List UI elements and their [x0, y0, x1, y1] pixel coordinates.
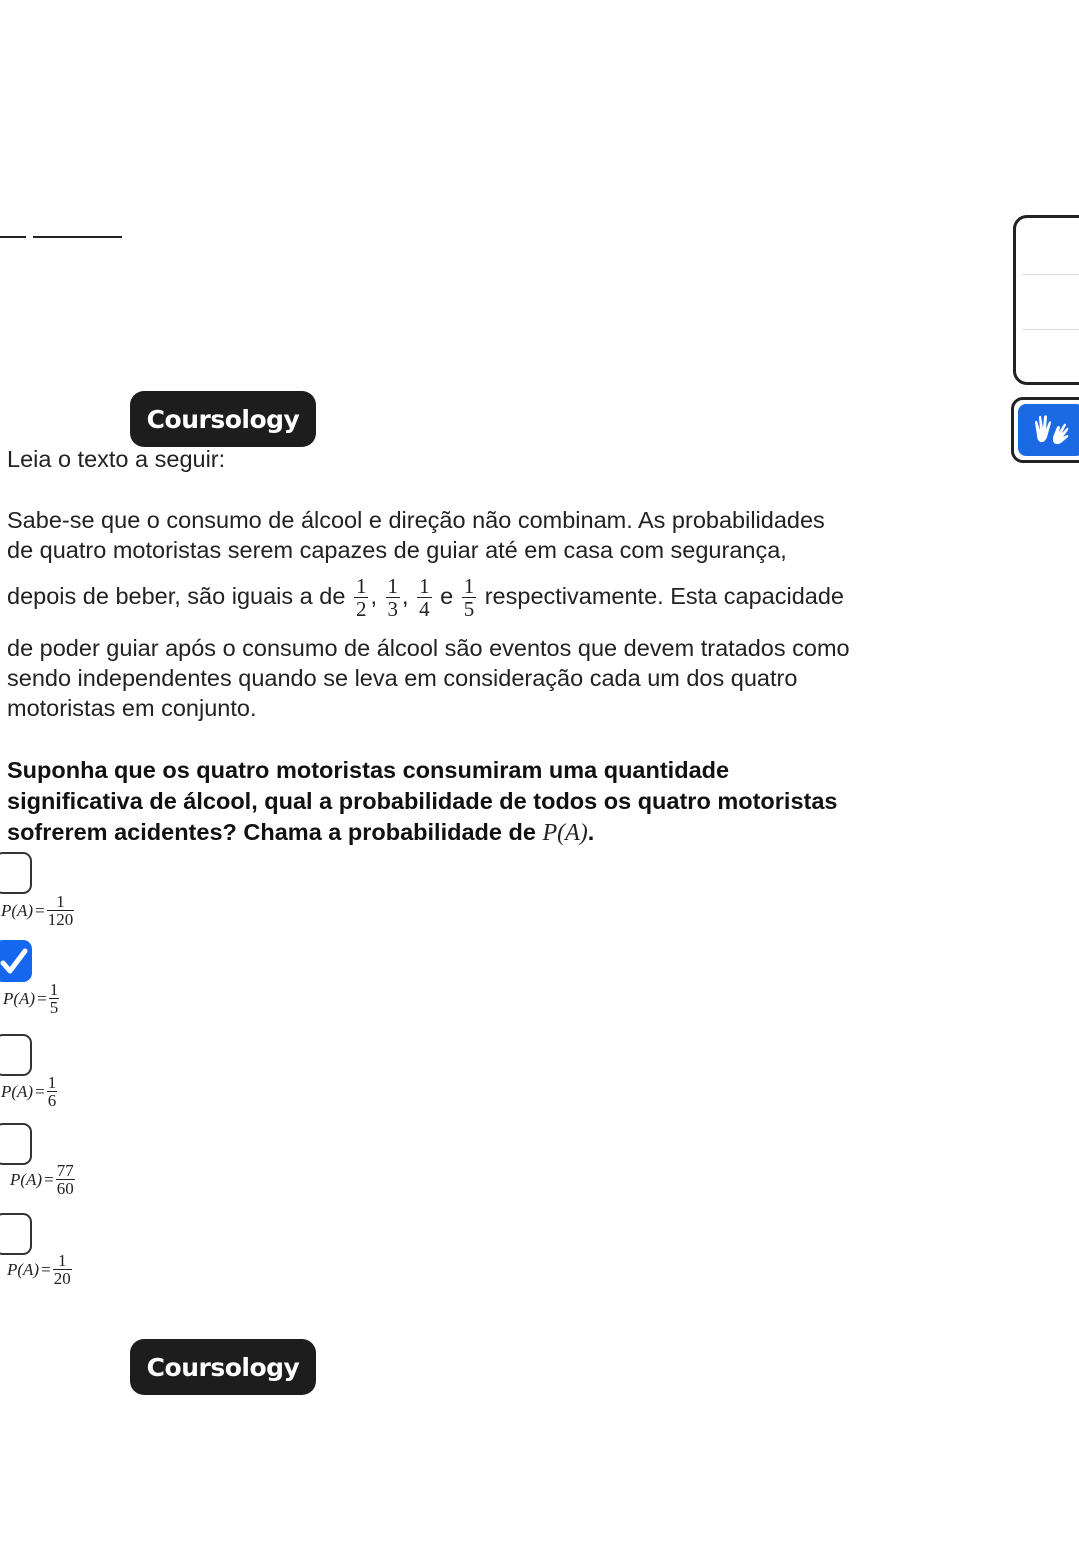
paragraph-line: de quatro motoristas serem capazes de guiar até em casa com segurança,: [7, 537, 787, 563]
conjunction: e: [440, 583, 454, 609]
divider-long: [33, 236, 122, 238]
option-lhs: P(A): [1, 900, 34, 920]
probability-symbol: P(A): [542, 820, 588, 846]
side-toolbar-separator: [1022, 329, 1079, 330]
option-fraction: $\frac{77}{60}$: [56, 1161, 74, 1198]
separator: ,: [402, 583, 409, 609]
option-checkbox[interactable]: [0, 1213, 32, 1255]
question-prompt: significativa de álcool, qual a probabilidade de todos os quatro motoristas: [7, 788, 838, 814]
question-prompt: Suponha que os quatro motoristas consumiram uma quantidade: [7, 757, 730, 783]
option-label[interactable]: P(A) = $\frac{1}{6}$: [1, 1073, 57, 1110]
intro-text: Leia o texto a seguir:: [7, 446, 226, 472]
option-checkbox[interactable]: [0, 1123, 32, 1165]
fraction: $\frac{1}{5}$: [463, 574, 475, 622]
option-lhs: P(A): [3, 988, 36, 1008]
option-fraction: $\frac{1}{6}$: [47, 1073, 57, 1110]
hands-sign-language-icon: [1031, 413, 1071, 447]
paragraph-text: respectivamente. Esta capacidade: [484, 583, 844, 609]
logo-text: Coursology: [146, 1352, 300, 1382]
question-prompt-text: sofrerem acidentes? Chama a probabilidade de: [7, 819, 536, 845]
option-fraction: $\frac{1}{120}$: [47, 892, 74, 929]
coursology-logo: [130, 1339, 316, 1395]
coursology-logo: [130, 391, 316, 447]
option-lhs: P(A): [1, 1081, 34, 1101]
fraction: $\frac{1}{3}$: [387, 574, 398, 622]
logo-text: Coursology: [146, 404, 300, 434]
paragraph-line: sendo independentes quando se leva em consideração cada um dos quatro: [7, 665, 798, 691]
paragraph-line-fractions: [7, 570, 844, 622]
option-checkbox-checked[interactable]: [0, 940, 32, 982]
option-lhs: P(A): [7, 1259, 40, 1279]
fraction: $\frac{1}{2}$: [355, 574, 367, 622]
option-label[interactable]: P(A) = $\frac{1}{120}$: [1, 892, 74, 929]
option-fraction: $\frac{1}{20}$: [53, 1251, 71, 1288]
option-label[interactable]: P(A) = $\frac{1}{20}$: [7, 1251, 71, 1288]
libras-button[interactable]: [1018, 404, 1079, 456]
side-toolbar-panel[interactable]: [1013, 215, 1079, 385]
side-toolbar-separator: [1022, 274, 1079, 275]
option-fraction: $\frac{1}{5}$: [49, 980, 59, 1017]
fraction: $\frac{1}{4}$: [419, 574, 430, 622]
option-label[interactable]: P(A) = $\frac{1}{5}$: [3, 980, 59, 1017]
question-prompt-line: [7, 817, 594, 849]
punctuation: .: [587, 819, 595, 845]
divider-short: [0, 236, 26, 238]
paragraph-line: Sabe-se que o consumo de álcool e direção não combinam. As probabilidades: [7, 507, 825, 533]
option-checkbox[interactable]: [0, 852, 32, 894]
paragraph-line: motoristas em conjunto.: [7, 695, 257, 721]
libras-widget[interactable]: [1011, 397, 1079, 463]
option-checkbox[interactable]: [0, 1034, 32, 1076]
checkmark-icon: [0, 947, 28, 977]
option-label[interactable]: P(A) = $\frac{77}{60}$: [10, 1161, 74, 1198]
option-lhs: P(A): [10, 1169, 43, 1189]
paragraph-line: de poder guiar após o consumo de álcool são eventos que devem tratados como: [7, 635, 850, 661]
separator: ,: [370, 583, 377, 609]
paragraph-text: depois de beber, são iguais a de: [7, 583, 346, 609]
